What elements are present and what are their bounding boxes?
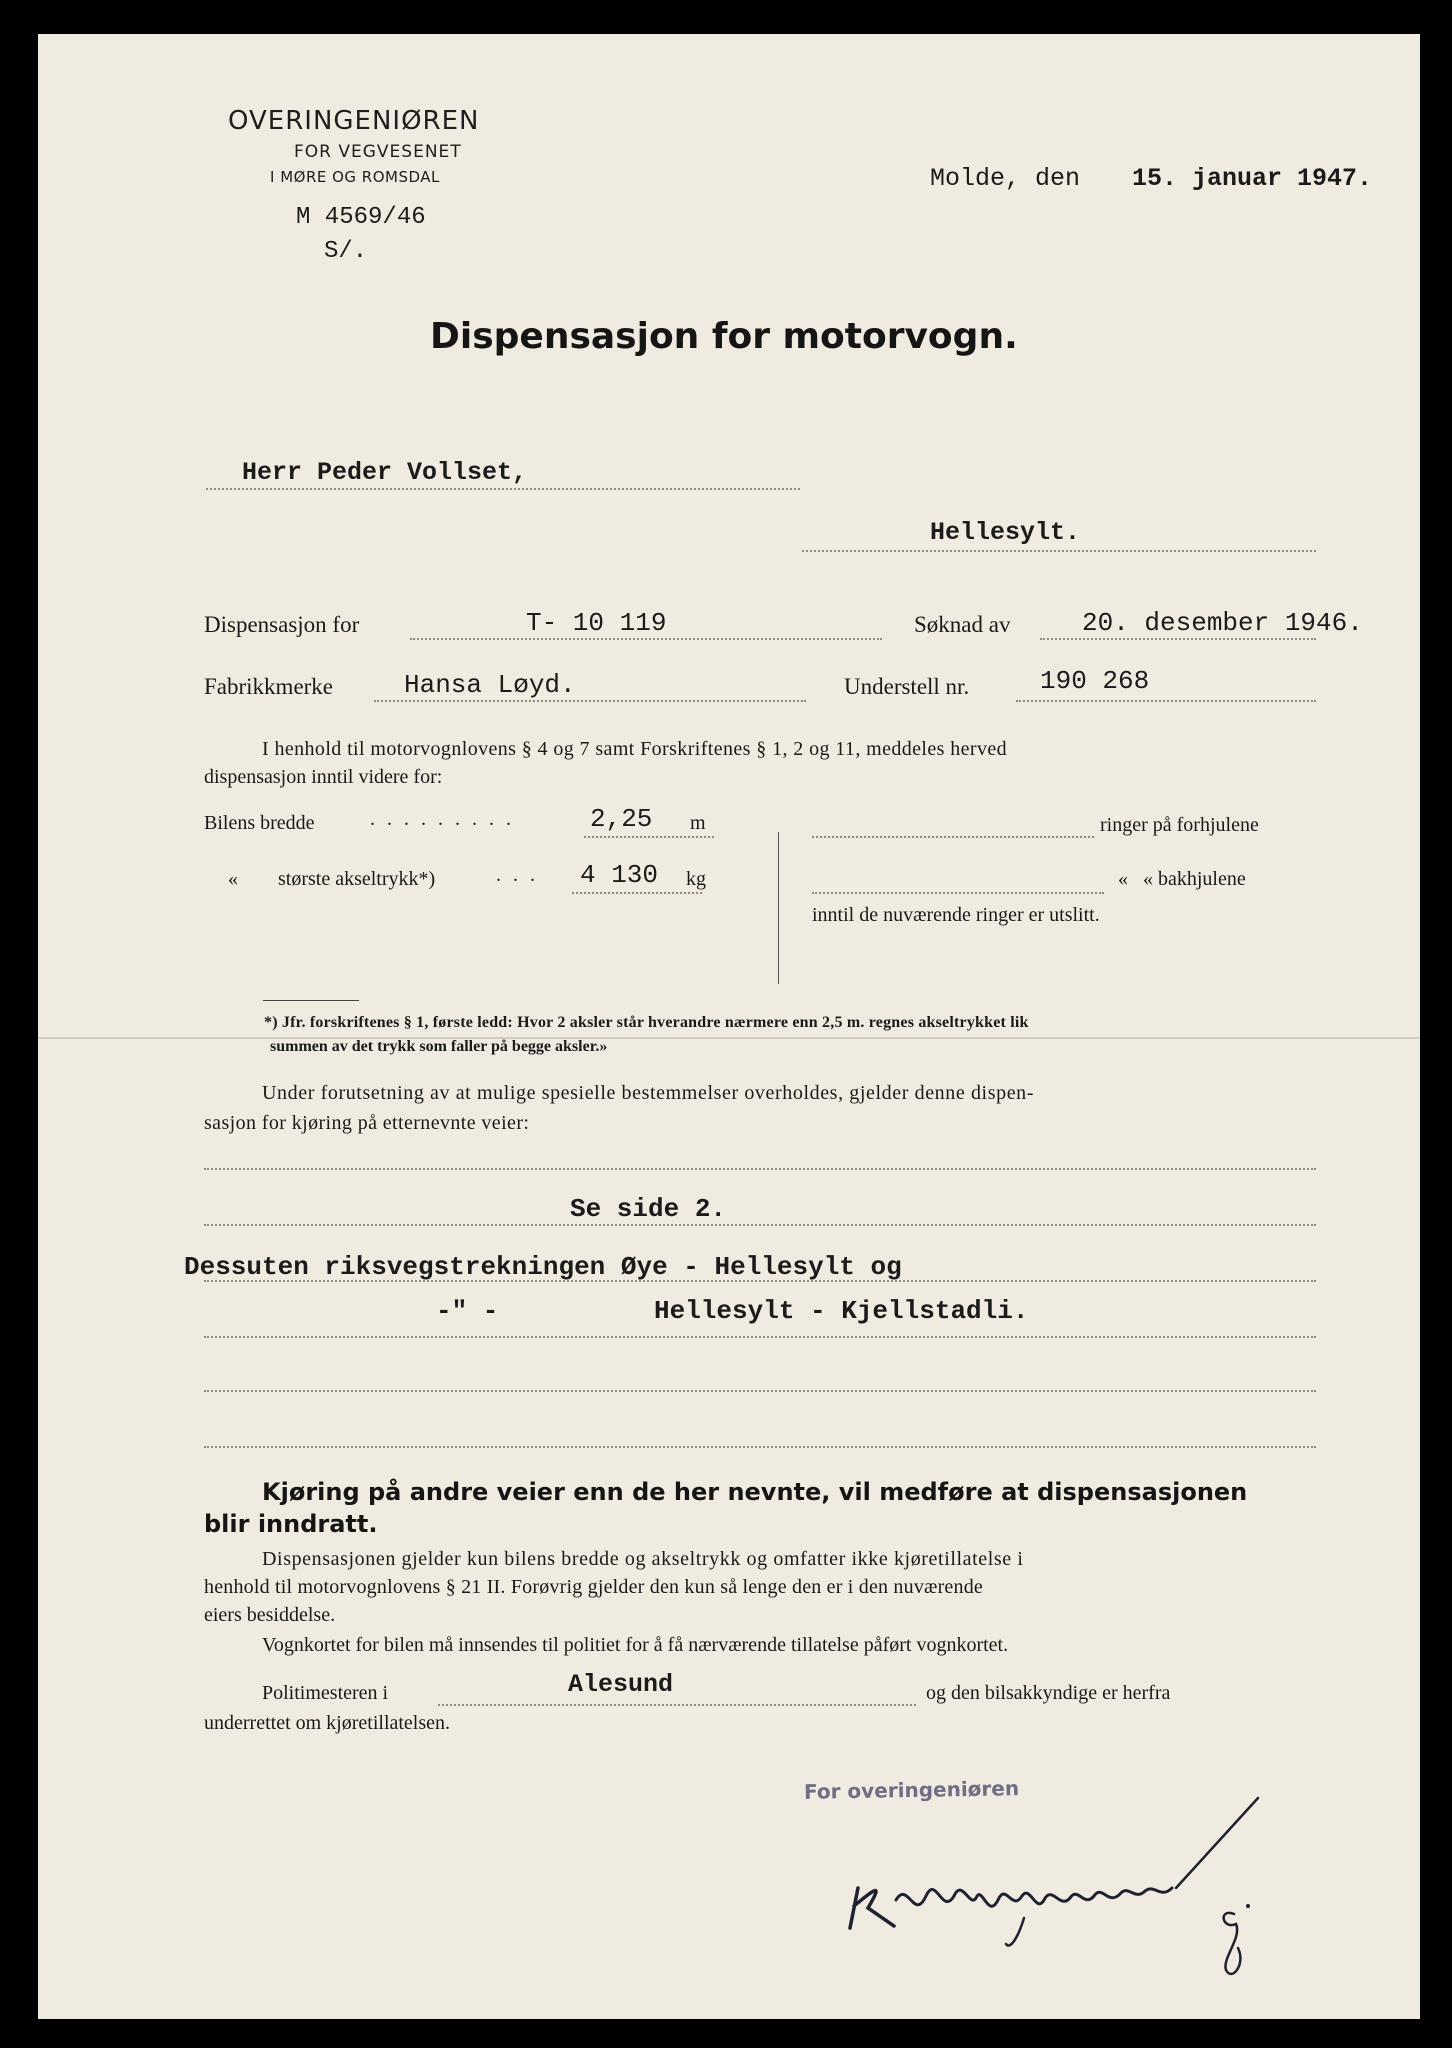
fold-line xyxy=(38,1037,1420,1039)
road-line-6 xyxy=(204,1446,1316,1448)
dispensation-value: T- 10 119 xyxy=(526,608,667,638)
terms-line-1: Dispensasjonen gjelder kun bilens bredde og akseltrykk og omfatter ikke kjøretillatelse i xyxy=(262,1548,1024,1570)
front-rings-line xyxy=(812,836,1094,838)
chassis-label: Understell nr. xyxy=(844,674,970,699)
terms-line-3: eiers besiddelse. xyxy=(204,1604,336,1626)
recipient-place-line xyxy=(802,550,1316,552)
road-route-1: Dessuten riksvegstrekningen Øye - Hellesylt og xyxy=(184,1252,902,1282)
registration-note: Vognkortet for bilen må innsendes til politiet for å få nærværende tillatelse påført vognkortet. xyxy=(262,1634,1009,1656)
recipient-name-line xyxy=(206,488,800,490)
office-title: OVERINGENIØREN xyxy=(228,106,480,136)
police-label: Politimesteren i xyxy=(262,1682,389,1704)
width-value: 2,25 xyxy=(590,804,653,834)
rear-rings-label: « « bakhjulene xyxy=(1118,868,1246,890)
axle-unit: kg xyxy=(686,868,706,890)
office-subtitle-2: I MØRE OG ROMSDAL xyxy=(270,168,440,186)
application-date: 20. desember 1946. xyxy=(1082,608,1363,638)
chassis-line xyxy=(1016,700,1316,702)
condition-line-1: Under forutsetning av at mulige spesielle bestemmelser overholdes, gjelder denne dispen- xyxy=(262,1082,1035,1104)
width-value-line xyxy=(584,836,714,838)
rear-rings-line xyxy=(812,892,1104,894)
police-line-2: underrettet om kjøretillatelsen. xyxy=(204,1712,451,1734)
footnote-line-1: *) Jfr. forskriftenes § 1, første ledd: Hvor 2 aksler står hverandre nærmere enn 2,5 m. regnes akseltrykket lik xyxy=(264,1014,1029,1031)
condition-line-2: sasjon for kjøring på etternevnte veier: xyxy=(204,1112,530,1134)
dispensation-label: Dispensasjon for xyxy=(204,612,360,637)
axle-label: største akseltrykk*) xyxy=(278,868,436,890)
width-unit: m xyxy=(690,812,706,834)
letter-date: 15. januar 1947. xyxy=(1132,164,1373,193)
width-leader: ......... xyxy=(370,808,523,830)
make-label: Fabrikkmerke xyxy=(204,674,334,699)
axle-value: 4 130 xyxy=(580,860,659,890)
width-label: Bilens bredde xyxy=(204,812,315,834)
road-line-4 xyxy=(204,1336,1316,1338)
road-line-2 xyxy=(204,1224,1316,1226)
dispensation-line xyxy=(410,638,882,640)
until-worn-note: inntil de nuværende ringer er utslitt. xyxy=(812,904,1100,926)
handwritten-signature xyxy=(838,1788,1288,1988)
front-rings-label: ringer på forhjulene xyxy=(1100,814,1259,836)
recipient-name: Herr Peder Vollset, xyxy=(242,458,528,487)
chassis-number: 190 268 xyxy=(1040,666,1150,696)
axle-value-line xyxy=(572,892,702,894)
initials: S/. xyxy=(324,238,368,265)
road-line-1 xyxy=(204,1168,1316,1170)
terms-line-2: henhold til motorvognlovens § 21 II. Forøvrig gjelder den kun så lenge den er i den nuværende xyxy=(204,1576,983,1598)
road-line-5 xyxy=(204,1390,1316,1392)
road-line-3 xyxy=(204,1280,1316,1282)
document-page xyxy=(38,34,1420,2019)
place-date-prefix: Molde, den xyxy=(930,164,1081,193)
column-divider xyxy=(778,832,779,984)
make-line xyxy=(374,700,806,702)
warning-line-1: Kjøring på andre veier enn de her nevnte, vil medføre at dispensasjonen xyxy=(262,1478,1248,1506)
police-city-line xyxy=(438,1704,916,1706)
make-value: Hansa Løyd. xyxy=(404,670,576,700)
recipient-place: Hellesylt. xyxy=(930,518,1081,547)
document-title: Dispensasjon for motorvogn. xyxy=(430,316,1018,357)
police-city: Alesund xyxy=(568,1670,674,1699)
road-ditto: -" - xyxy=(436,1296,499,1326)
official-stamp: For overingeniøren xyxy=(803,1776,1020,1804)
warning-line-2: blir inndratt. xyxy=(204,1510,378,1538)
road-route-2: Hellesylt - Kjellstadli. xyxy=(654,1296,1029,1326)
office-subtitle-1: FOR VEGVESENET xyxy=(294,142,462,162)
intro-line-2: dispensasjon inntil videre for: xyxy=(204,766,443,788)
reference-number: M 4569/46 xyxy=(296,204,426,231)
axle-quote: « xyxy=(228,868,238,890)
intro-line-1: I henhold til motorvognlovens § 4 og 7 samt Forskriftenes § 1, 2 og 11, meddeles herved xyxy=(262,738,1008,760)
road-see-page-2: Se side 2. xyxy=(570,1194,727,1224)
application-label: Søknad av xyxy=(914,612,1011,637)
footnote-line-2: summen av det trykk som faller på begge aksler.» xyxy=(270,1038,608,1055)
police-suffix: og den bilsakkyndige er herfra xyxy=(926,1682,1171,1704)
footnote-rule xyxy=(263,1000,359,1001)
axle-leader: ... xyxy=(496,864,547,886)
application-line xyxy=(1040,638,1316,640)
